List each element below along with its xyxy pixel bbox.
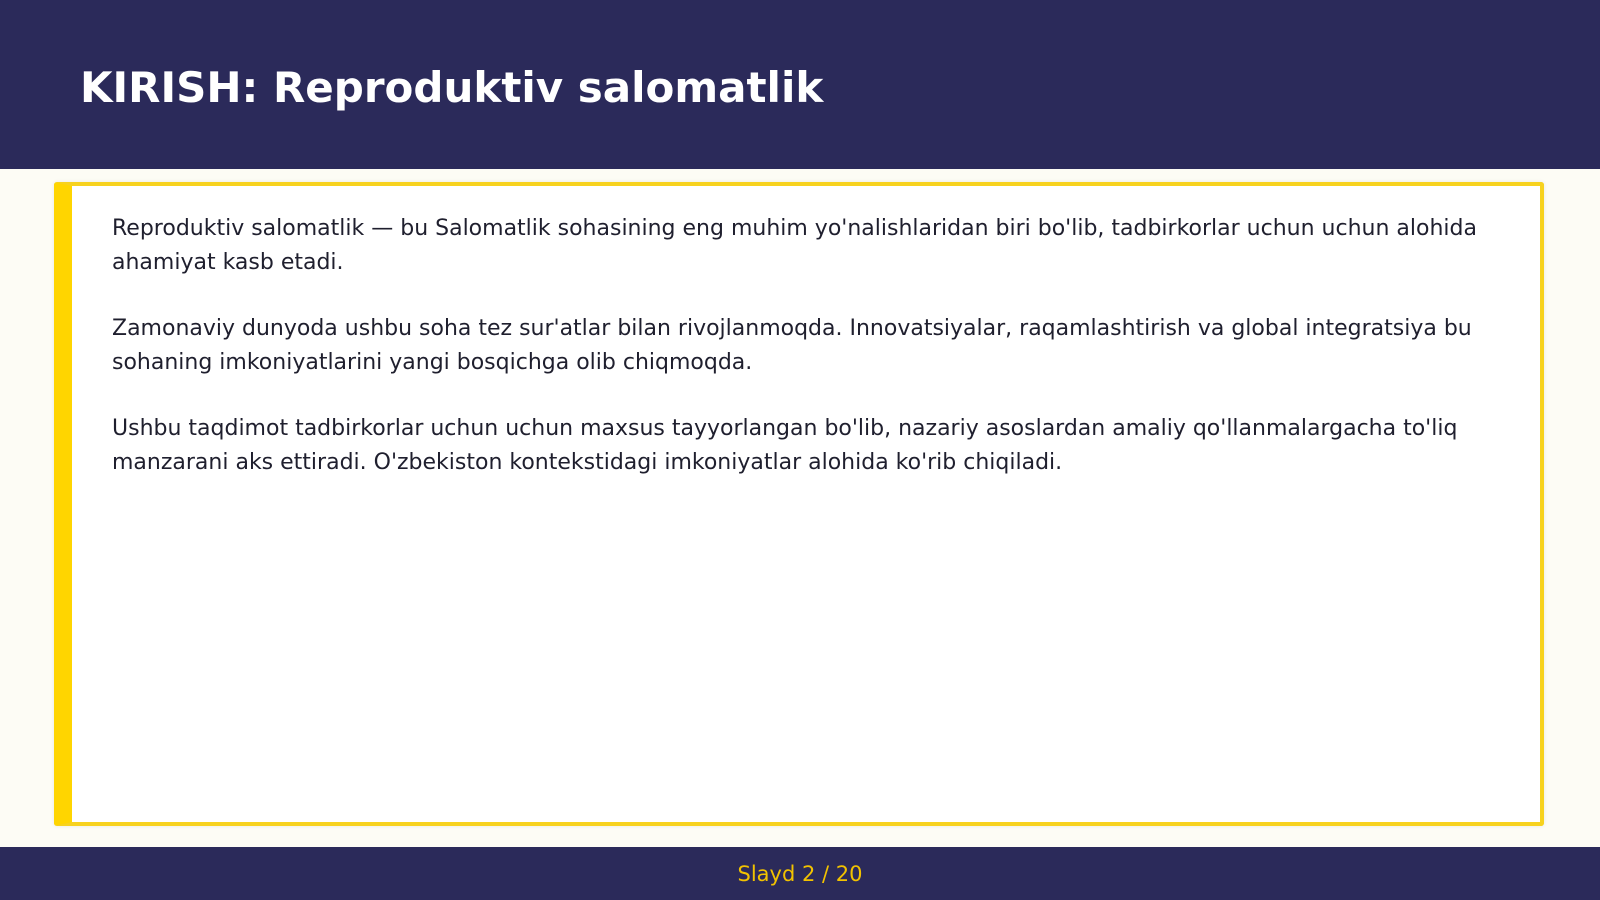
slide-counter: Slayd 2 / 20: [737, 861, 863, 886]
slide-footer: [0, 847, 1600, 900]
slide-header: [0, 0, 1600, 169]
slide-body: [112, 212, 1512, 512]
paragraph-1: Reproduktiv salomatlik — bu Salomatlik sohasining eng muhim yo'nalishlaridan biri bo'lib, tadbirkorlar uchun uchun alohida ahamiyat kasb etadi.: [112, 216, 1477, 275]
paragraph-2: Zamonaviy dunyoda ushbu soha tez sur'atlar bilan rivojlanmoqda. Innovatsiyalar, raqamlashtirish va global integratsiya bu sohaning imkoniyatlarini yangi bosqichga olib chiqmoqda.: [112, 316, 1472, 375]
content-box: [54, 182, 1544, 826]
paragraph-3: Ushbu taqdimot tadbirkorlar uchun uchun maxsus tayyorlangan bo'lib, nazariy asoslardan amaliy qo'llanmalargacha to'liq manzarani aks ettiradi. O'zbekiston kontekstidagi imkoniyatlar alohida ko'rib chiqiladi.: [112, 416, 1458, 475]
slide-title: KIRISH: Reproduktiv salomatlik: [80, 63, 824, 112]
